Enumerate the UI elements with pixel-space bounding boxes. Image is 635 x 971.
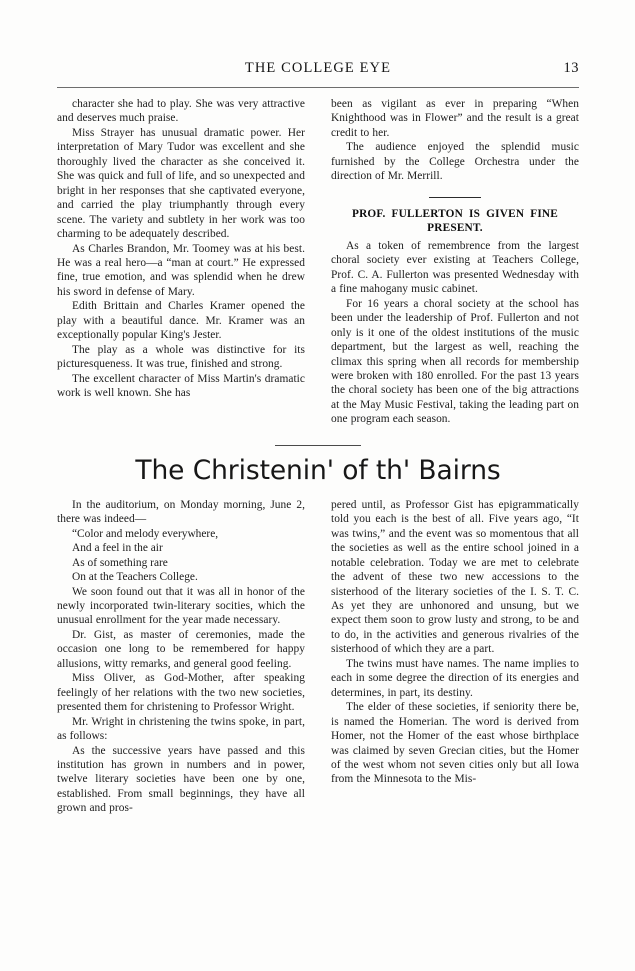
subheading-line-2: PRESENT. bbox=[427, 222, 483, 235]
top-left-column bbox=[57, 97, 305, 427]
publication-title: THE COLLEGE EYE bbox=[244, 60, 392, 76]
paragraph: As Charles Brandon, Mr. Toomey was at his best. He was a real hero—a “man at court.” He expressed fine, true emotion, and was splendid when he drew his sword in defense of Mary. bbox=[57, 242, 305, 298]
paragraph: The audience enjoyed the splendid music furnished by the College Orchestra under the direction of Mr. Merrill. bbox=[331, 141, 579, 183]
paragraph: As a token of remembrence from the largest choral society ever existing at Teachers College, Prof. C. A. Fullerton was presented Wednesday with a fine mahogany music cabinet. bbox=[331, 239, 579, 296]
paragraph: Mr. Wright in christening the twins spoke, in part, as follows: bbox=[57, 715, 305, 743]
paragraph: Miss Strayer has unusual dramatic power. Her interpretation of Mary Tudor was excellent and she thoroughly lived the character as she conceived it. She was quick and full of life, and so unexpected and bright in her responses that she captivated everyone, and carried the play triumphantly through every scene. The variety and subtlety in her work was too charming to be adequately described. bbox=[57, 126, 305, 241]
paragraph: Edith Brittain and Charles Kramer opened the play with a beautiful dance. Mr. Kramer was an exceptionally popular King's Jester. bbox=[57, 300, 305, 342]
paragraph: The excellent character of Miss Martin's dramatic work is well known. She has bbox=[57, 372, 305, 400]
article-subheading bbox=[331, 207, 579, 236]
section-divider-rule bbox=[429, 197, 481, 198]
page-content bbox=[57, 58, 579, 816]
feature-left-column bbox=[57, 498, 305, 816]
feature-right-column bbox=[331, 498, 579, 816]
paragraph: Miss Oliver, as God-Mother, after speaking feelingly of her relations with the two new societies, presented them for christening to Professor Wright. bbox=[57, 672, 305, 714]
paragraph: We soon found out that it was all in honor of the newly incorporated twin-literary socities, which the unusual enrollment for the year made necessary. bbox=[57, 585, 305, 627]
paragraph: The play as a whole was distinctive for its picturesqueness. It was true, finished and strong. bbox=[57, 343, 305, 371]
paragraph: character she had to play. She was very attractive and deserves much praise. bbox=[57, 98, 305, 125]
feature-article-title: The Christenin' of th' Bairns bbox=[135, 454, 501, 486]
paragraph: pered until, as Professor Gist has epigrammatically told you each is the best of all. Five years ago, “It was twins,” and the event was so momentous that all the societies as well as the entire school joined in a notable celebration. Today we are met to celebrate the advent of these two new accessions to the sisterhood of the literary societies of the I. S. T. C. As yet they are unhonored and unsung, but we expect them soon to grow lusty and strong, to be and to do, in the activities and generous rivalries of the sisterhood of which they are a part. bbox=[331, 498, 579, 656]
subheading-line-1: PROF. FULLERTON IS GIVEN FINE bbox=[351, 207, 559, 220]
masthead bbox=[57, 58, 579, 84]
top-section-columns bbox=[57, 97, 579, 427]
paragraph: been as vigilant as ever in preparing “When Knighthood was in Flower” and the result is a great credit to her. bbox=[331, 98, 579, 139]
page-number: 13 bbox=[563, 60, 579, 76]
paragraph: As the successive years have passed and this institution has grown in numbers and in power, twelve literary societies have been one by one, established. From small beginnings, they have all grown and pros- bbox=[57, 744, 305, 815]
verse-line: On at the Teachers College. bbox=[72, 571, 198, 584]
verse-block bbox=[57, 527, 305, 585]
verse-line: And a feel in the air bbox=[72, 542, 163, 555]
masthead-rule bbox=[57, 87, 579, 88]
paragraph: In the auditorium, on Monday morning, June 2, there was indeed— bbox=[57, 498, 305, 526]
paragraph: For 16 years a choral society at the school has been under the leadership of Prof. Fullerton and not only is it one of the oldest institutions of the music department, but the largest as well, reaching the climax this spring when all records for membership were broken with 180 enrolled. For the past 13 years the choral society has been one of the big attractions at the May Music Festival, taking the leading part on one program each season. bbox=[331, 297, 579, 426]
paragraph: Dr. Gist, as master of ceremonies, made the occasion one long to be remembered for happy allusions, witty remarks, and general good feeling. bbox=[57, 628, 305, 670]
verse-line: “Color and melody everywhere, bbox=[72, 527, 219, 540]
top-right-column bbox=[331, 97, 579, 427]
verse-line: As of something rare bbox=[72, 556, 168, 569]
paragraph: The elder of these societies, if seniority there be, is named the Homerian. The word is derived from Homer, not the Homer of the east whose birthplace was claimed by seven Grecian cities, but the Homer of the west whom not seven cities only but all Iowa from the Minnesota to the Mis- bbox=[331, 701, 579, 786]
feature-columns bbox=[57, 498, 579, 816]
feature-divider-rule bbox=[275, 445, 361, 446]
paragraph: The twins must have names. The name implies to each in some degree the direction of its energies and determines, in part, its destiny. bbox=[331, 657, 579, 699]
